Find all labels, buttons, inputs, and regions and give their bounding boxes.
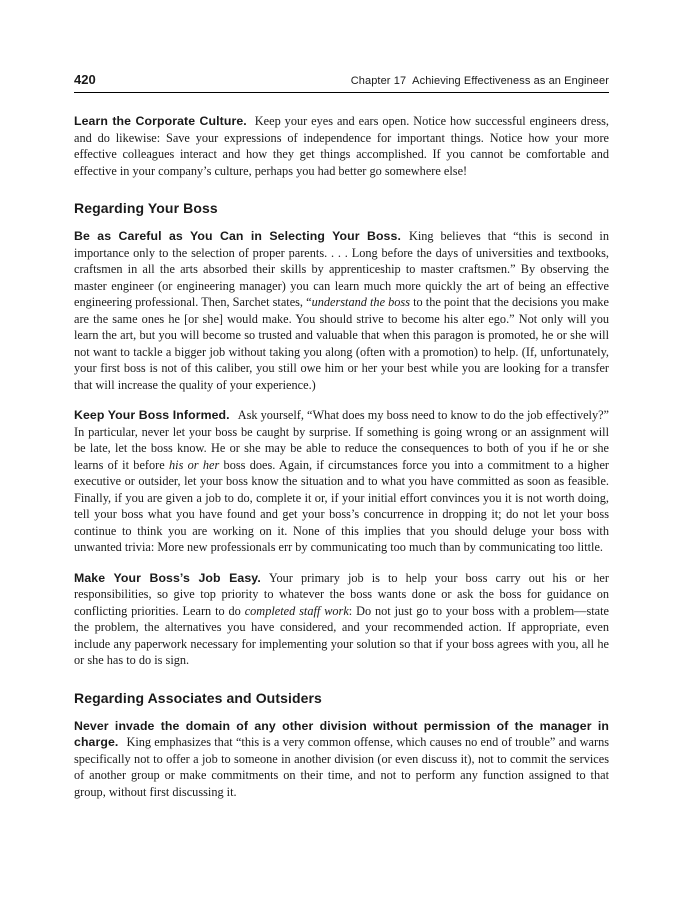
paragraph-boss-job-easy (74, 570, 609, 669)
runin-heading-careful-boss: Be as Careful as You Can in Selecting Your Boss. (74, 229, 401, 243)
chapter-number: Chapter 17 (350, 75, 407, 87)
page-number: 420 (74, 72, 96, 87)
section-heading-regarding-associates: Regarding Associates and Outsiders (74, 689, 322, 706)
paragraph-corporate-culture (74, 113, 609, 179)
paragraph-text: boss does. Again, if circumstances force you into a commitment to a higher executive or outsider, let your boss know the situation and to what you have committed as soon as feasible. Finally, if you are given a job to do, complete it or, if your initial effort convinces you it is not worth doing, tell your boss what you have found and get your boss’s concurrence in dropping it; do not let your boss continue to think you are working on it. None of this implies that you should deluge your boss with unwanted trivia: More new professionals err by communicating too much than by communicating too little. (74, 457, 609, 554)
paragraph-text: King believes that “this is second in importance only to the selection of proper parents. . . . Long before the days of universities and textbooks, craftsmen in all the arts absorbed their skills by apprenticeship to master craftsmen.” By observing the master engineer (or engineering manager) you can learn much more quickly the art of being an effective engineering professional. Then, Sarchet states, “ (74, 229, 609, 309)
paragraph-text: King emphasizes that “this is a very common offense, which causes no end of trouble” and warns specifically not to offer a job to someone in another division (or even discuss it), not to commit the services of another group or make commitments on their time, and not to perform any function assigned to that group, without first discussing it. (74, 735, 609, 799)
emphasis-text: understand the boss (311, 295, 411, 309)
runin-heading-boss-job-easy: Make Your Boss’s Job Easy. (74, 570, 261, 585)
runin-heading-boss-informed: Keep Your Boss Informed. (74, 408, 230, 422)
section-heading-regarding-boss: Regarding Your Boss (74, 200, 218, 216)
chapter-title: Achieving Effectiveness as an Engineer (412, 75, 609, 87)
paragraph-boss-informed (74, 407, 609, 556)
paragraph-careful-boss (74, 228, 609, 393)
runin-heading-never-invade: Never invade the domain of any other division without permission of the manager in charge. (74, 718, 609, 749)
book-page (74, 72, 609, 800)
emphasis-text: completed staff work (244, 603, 349, 618)
body-text (74, 113, 609, 800)
paragraph-never-invade (74, 718, 609, 801)
paragraph-text: Your primary job is to help your boss carry out his or her responsibilities, so give top priority to whatever the boss wants done or ask the boss for guidance on conflicting priorities. Learn to do (74, 570, 609, 618)
paragraph-text: Ask yourself, “What does my boss need to know to do the job effectively?” In particular, never let your boss be caught by surprise. If something is going wrong or an assignment will be late, let the boss know. He or she may be able to reduce the consequences to both of you if he or she learns of it before (74, 408, 610, 472)
paragraph-text: Keep your eyes and ears open. Notice how successful engineers dress, and do likewise: Save your expressions of independence for important things. Notice how your more effective colleagues interact and how they get things accomplished. If you cannot be comfortable and effective in your company’s culture, perhaps you had better go somewhere else! (74, 114, 610, 178)
paragraph-text: : Do not just go to your boss with a problem—state the problem, the alternatives you have considered, and your recommended action. If appropriate, even include any paperwork necessary for implementing your solution so that if your boss agrees with you, all he or she has to do is sign. (74, 603, 609, 667)
running-head (351, 75, 609, 87)
runin-heading-corporate-culture: Learn the Corporate Culture. (74, 114, 247, 128)
running-header (74, 72, 609, 93)
paragraph-text: to the point that the decisions you make are the same ones he [or she] would make. You should strive to become his alter ego.” Not only will you learn the art, but you will become so trusted and valuable that when this paragon is promoted, he or she will not want to tackle a bigger job without taking you along (often with a promotion) to help. (If, unfortunately, your first boss is not of this caliber, you still owe him or her your best while you are looking for a transfer that will increase the quality of your experience.) (74, 295, 609, 392)
emphasis-text: his or her (169, 457, 220, 472)
